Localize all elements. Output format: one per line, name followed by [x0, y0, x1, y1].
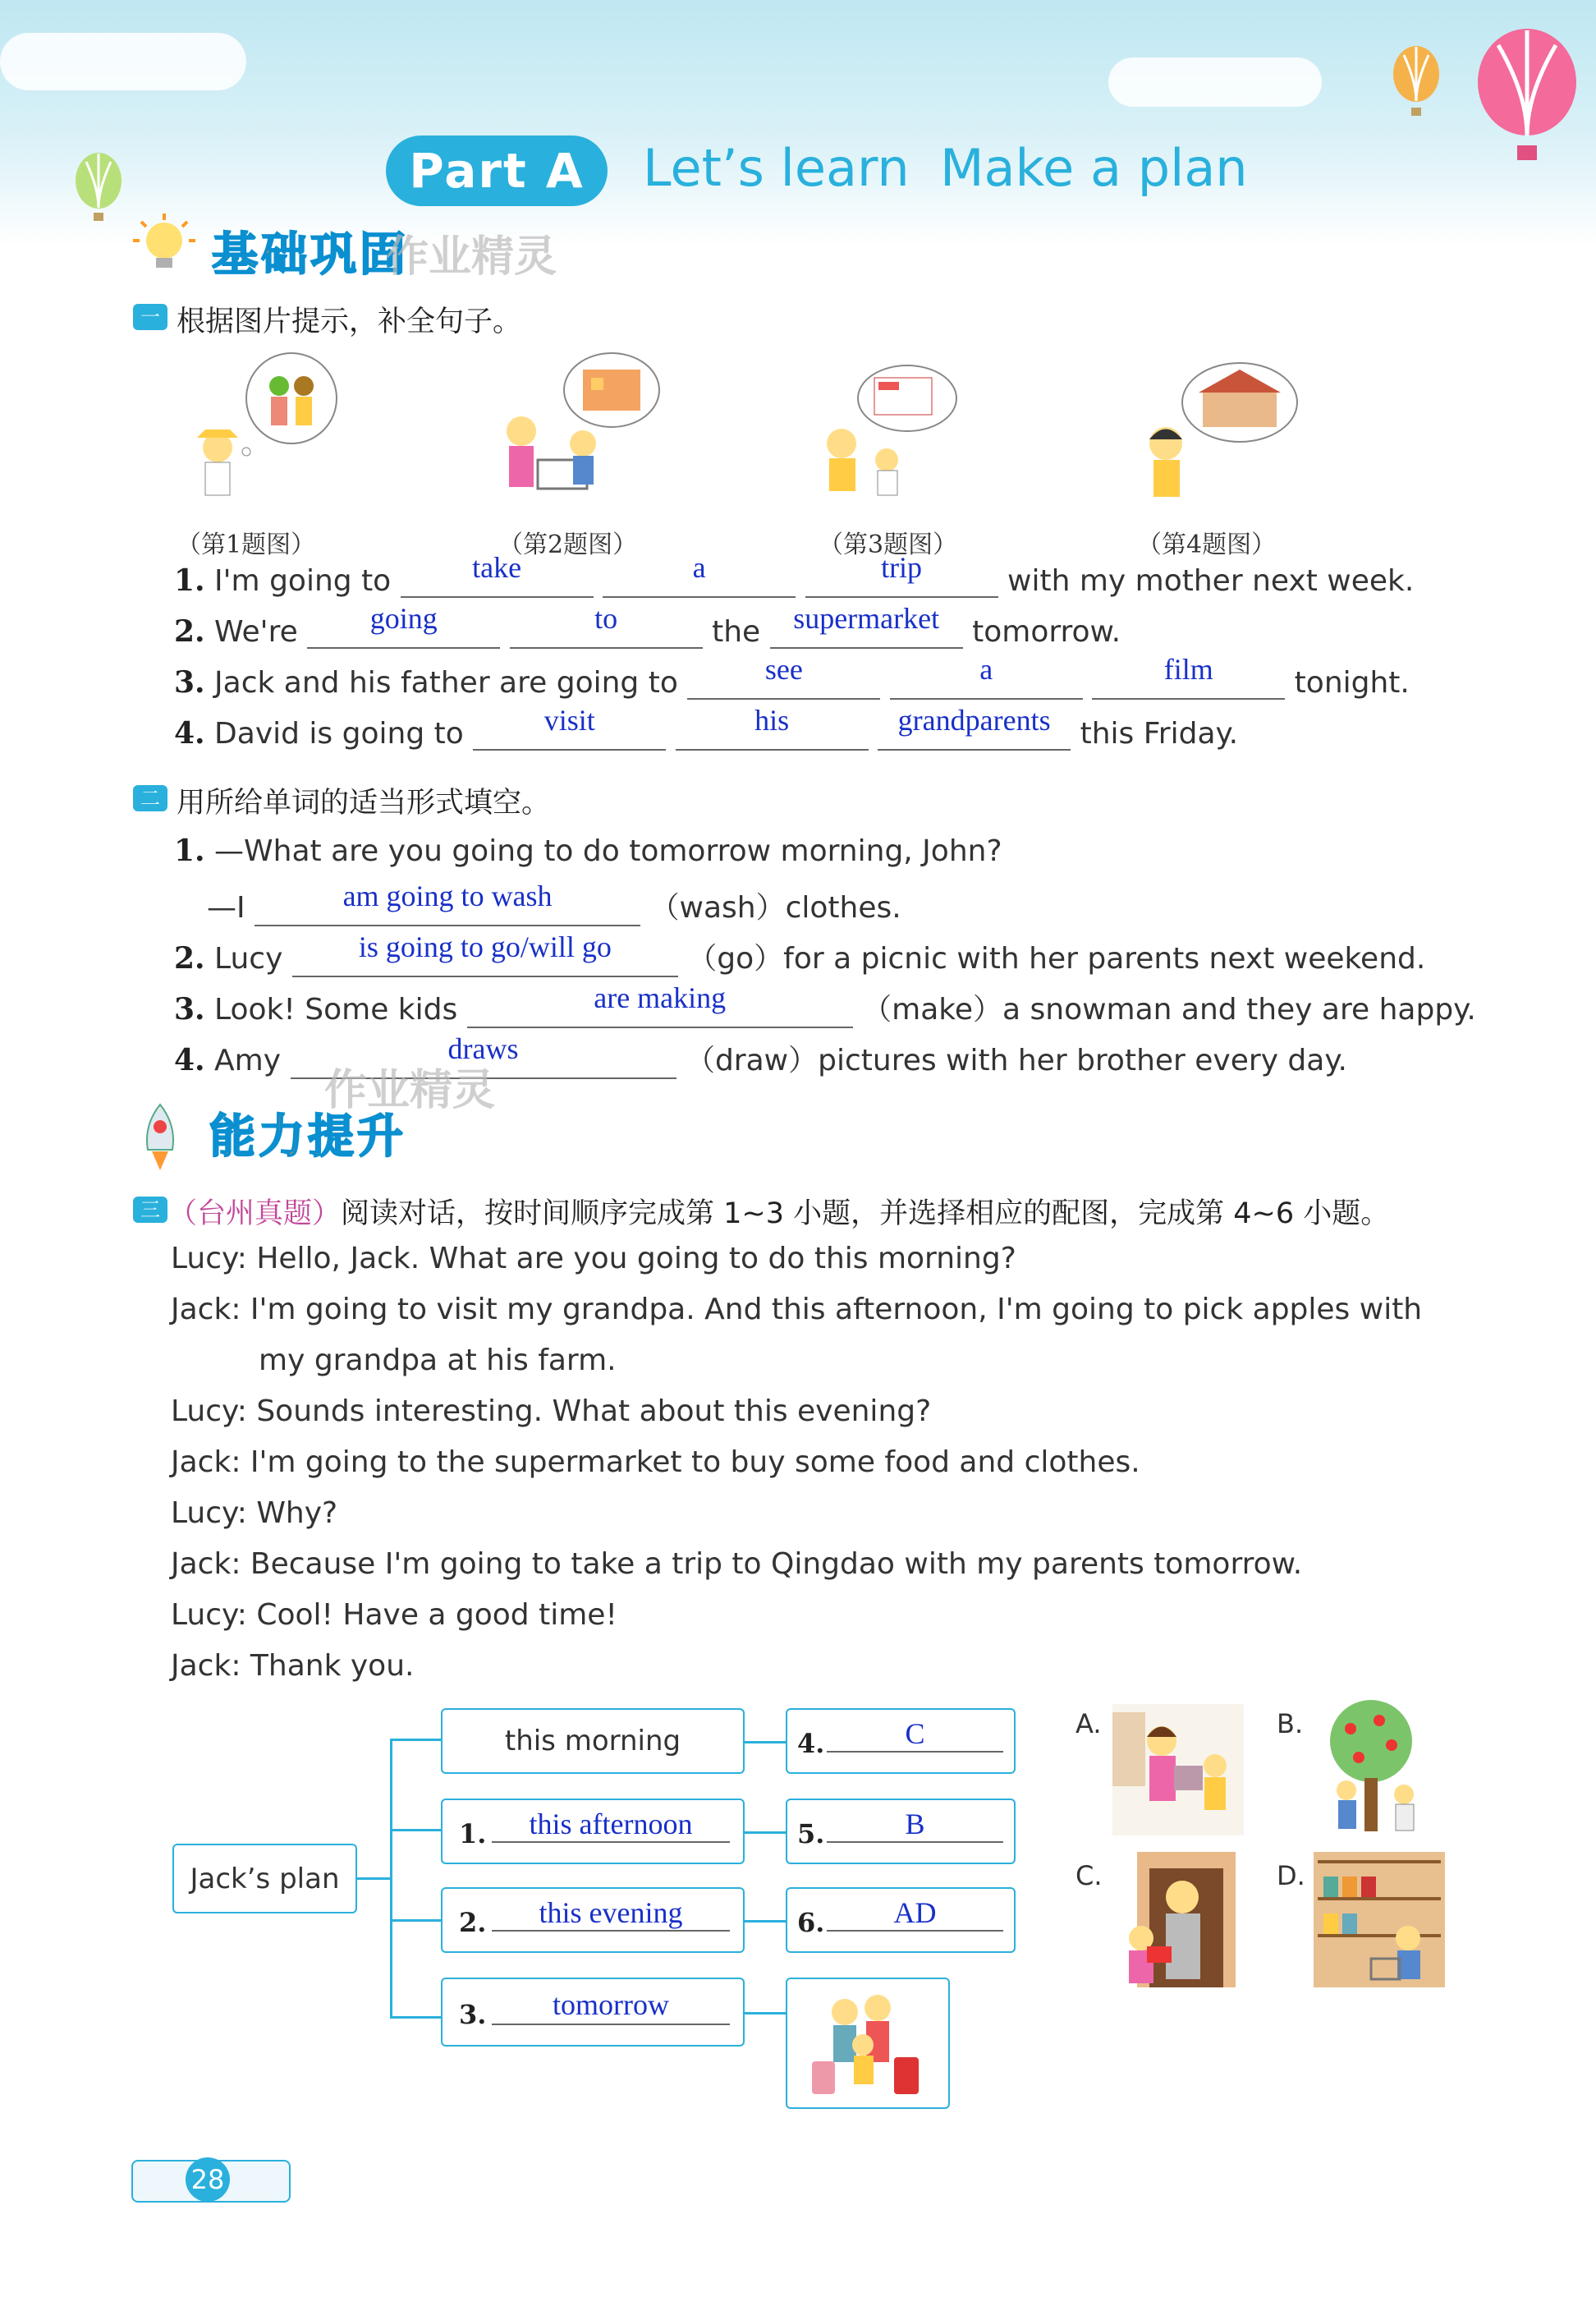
item-number: 3.: [459, 1999, 487, 2030]
answer-blank[interactable]: [1092, 653, 1285, 700]
item-number: 5.: [797, 1818, 825, 1849]
lesson-subtitle: Make a plan: [940, 138, 1248, 198]
illustration-grandparents-icon: [1117, 361, 1305, 513]
picture-caption: （第3题图）: [819, 531, 958, 559]
exercise-item: [174, 834, 1002, 868]
exercise-item: [174, 602, 1121, 649]
answer-blank[interactable]: [687, 653, 880, 700]
mindmap-picture-box: [786, 1799, 1016, 1864]
answer-text: are making: [594, 981, 727, 1014]
answer-text: B: [905, 1808, 925, 1840]
connector-line: [390, 2016, 441, 2019]
instruction-text: 阅读对话，按时间顺序完成第 1~3 小题，并选择相应的配图，完成第 4~6 小题。: [341, 1197, 1390, 1230]
utterance: Thank you.: [250, 1649, 415, 1683]
exercise-instruction: 用所给单词的适当形式填空。: [177, 787, 551, 820]
answer-text: supermarket: [793, 602, 940, 635]
item-number: 6.: [797, 1907, 825, 1938]
answer-blank[interactable]: [401, 551, 594, 598]
option-d-supermarket-icon: [1314, 1852, 1445, 1987]
speaker: Jack:: [171, 1547, 241, 1581]
answer-blank[interactable]: [492, 1930, 730, 1932]
answer-text: C: [905, 1717, 925, 1750]
page-number: 28: [186, 2157, 230, 2202]
speaker: Lucy:: [171, 1496, 247, 1530]
utterance: Cool! Have a good time!: [256, 1598, 617, 1632]
dialogue-line: [171, 1547, 1422, 1598]
item-number: 2.: [174, 614, 205, 649]
sentence-text: Jack and his father are going to: [214, 666, 678, 700]
answer-text: to: [594, 602, 618, 635]
answer-blank[interactable]: [492, 1841, 730, 1843]
watermark: 作业精灵: [324, 1066, 496, 1115]
answer-blank[interactable]: [676, 704, 869, 751]
cloud-decoration: [1108, 57, 1322, 107]
answer-text: a: [692, 551, 706, 584]
answer-blank[interactable]: [467, 981, 853, 1028]
answer-text: am going to wash: [342, 880, 553, 912]
answer-text: trip: [881, 551, 923, 584]
connector-line: [745, 1920, 786, 1923]
item-number: 4.: [174, 1043, 205, 1077]
answer-text: visit: [543, 704, 595, 737]
option-label: C.: [1075, 1860, 1103, 1891]
answer-blank[interactable]: [827, 1751, 1003, 1753]
answer-blank[interactable]: [770, 602, 963, 649]
speaker: Jack:: [171, 1649, 241, 1683]
utterance: Hello, Jack. What are you going to do this morning?: [256, 1242, 1016, 1275]
mindmap-time-box: [441, 1799, 745, 1864]
sentence-text: Look! Some kids: [214, 993, 458, 1027]
option-label: D.: [1277, 1860, 1305, 1891]
mindmap-root: [172, 1844, 357, 1913]
mindmap-time-box: [441, 1708, 745, 1774]
sentence-text: with my mother next week.: [1007, 564, 1415, 598]
speaker: Lucy:: [171, 1394, 247, 1428]
answer-text: going: [369, 602, 438, 635]
illustration-film-icon: [809, 361, 973, 513]
dialogue-line: [171, 1242, 1422, 1293]
family-trip-icon: [787, 1979, 948, 2107]
picture-caption: （第4题图）: [1137, 531, 1277, 559]
item-number: 1.: [174, 834, 205, 868]
item-number: 4.: [797, 1728, 825, 1759]
answer-blank[interactable]: [307, 602, 500, 649]
lesson-title: Let’s learn: [643, 138, 910, 198]
connector-line: [745, 2012, 786, 2014]
dialogue-line: [171, 1445, 1422, 1496]
exercise-item: [174, 653, 1410, 700]
speaker: Jack:: [171, 1445, 241, 1479]
sentence-text: （draw）pictures with her brother every day.: [685, 1044, 1347, 1077]
item-number: 2.: [174, 941, 205, 976]
connector-line: [745, 1741, 786, 1743]
dialogue-line: [171, 1344, 1422, 1394]
picture-caption: （第2题图）: [498, 531, 638, 559]
item-number: 3.: [174, 665, 205, 700]
mindmap-time-box: [441, 1978, 745, 2047]
dialogue: [171, 1242, 1422, 1700]
exercise-instruction: 根据图片提示，补全句子。: [177, 306, 522, 338]
rocket-icon: [135, 1100, 185, 1174]
sentence-text: We're: [214, 615, 298, 649]
answer-blank[interactable]: [890, 653, 1083, 700]
sentence-text: I'm going to: [214, 564, 392, 598]
item-number: 1.: [459, 1818, 487, 1849]
answer-text: this evening: [539, 1896, 683, 1929]
option-b-apple-picking-icon: [1314, 1696, 1429, 1835]
sentence-text: （make）a snowman and they are happy.: [862, 993, 1476, 1027]
exercise-item: [174, 704, 1239, 751]
mindmap-picture-box: [786, 1978, 950, 2109]
utterance: Because I'm going to take a trip to Qingdao with my parents tomorrow.: [250, 1547, 1303, 1581]
answer-blank[interactable]: [255, 880, 640, 926]
exercise-number-icon: 三: [133, 1197, 167, 1223]
item-number: 4.: [174, 716, 205, 751]
answer-text: see: [764, 653, 803, 686]
lightbulb-icon: [131, 212, 197, 278]
dialogue-line: [171, 1649, 1422, 1700]
item-number: 1.: [174, 563, 205, 598]
speaker: Lucy:: [171, 1242, 247, 1275]
mindmap-picture-box: [786, 1887, 1016, 1953]
answer-blank[interactable]: [805, 551, 998, 598]
answer-text: a: [979, 653, 993, 686]
balloon-icon: [1387, 45, 1445, 127]
exercise-item: [174, 981, 1476, 1028]
mindmap-root-label: Jack’s plan: [190, 1862, 340, 1895]
answer-text: grandparents: [897, 704, 1051, 737]
watermark: 作业精灵: [386, 232, 557, 282]
connector-line: [390, 1739, 392, 2018]
sentence-text: David is going to: [214, 717, 464, 751]
exercise-number-icon: 二: [133, 785, 167, 811]
section-heading-advanced: 能力提升: [209, 1110, 406, 1164]
dialogue-line: [171, 1598, 1422, 1649]
utterance: Why?: [256, 1496, 338, 1530]
speaker: Lucy:: [171, 1598, 247, 1632]
exercise-instruction: [168, 1191, 1389, 1232]
sentence-text: —I: [207, 891, 245, 925]
option-a-clothes-shopping-icon: [1112, 1704, 1244, 1835]
source-label: （台州真题）: [168, 1197, 342, 1230]
sentence-text: （wash）clothes.: [649, 891, 901, 925]
item-number: 2.: [459, 1907, 487, 1938]
sentence-text: tomorrow.: [972, 615, 1121, 649]
answer-text: tomorrow: [553, 1988, 669, 2021]
exercise-item: [174, 551, 1415, 598]
connector-line: [390, 1919, 441, 1922]
connector-line: [745, 1831, 786, 1834]
sentence-text: tonight.: [1294, 666, 1410, 700]
dialogue-line: [171, 1496, 1422, 1547]
sentence-text: （go）for a picnic with her parents next weekend.: [687, 942, 1426, 976]
cloud-decoration: [0, 33, 246, 90]
answer-blank[interactable]: [473, 704, 666, 751]
answer-text: his: [754, 704, 790, 737]
answer-blank[interactable]: [510, 602, 703, 649]
answer-blank[interactable]: [492, 2024, 730, 2025]
answer-text: take: [472, 551, 522, 584]
picture-caption: （第1题图）: [177, 531, 316, 559]
sentence-text: the: [712, 615, 761, 649]
dialogue-line: [171, 1293, 1422, 1344]
item-number: 3.: [174, 992, 205, 1027]
section-heading-basic: 基础巩固: [212, 228, 409, 282]
mindmap-picture-box: [786, 1708, 1016, 1774]
mindmap-time-box: [441, 1887, 745, 1953]
option-label: B.: [1277, 1708, 1304, 1739]
utterance: Sounds interesting. What about this evening?: [256, 1394, 932, 1428]
connector-line: [390, 1829, 441, 1831]
header-background: [0, 0, 1596, 246]
connector-line: [390, 1739, 441, 1741]
exercise-number-icon: 一: [133, 304, 167, 330]
balloon-icon: [1470, 29, 1585, 172]
speaker: Jack:: [171, 1293, 241, 1326]
question-text: —What are you going to do tomorrow morning, John?: [214, 834, 1002, 868]
answer-blank[interactable]: [878, 704, 1071, 751]
answer-text: film: [1163, 653, 1213, 686]
answer-text: this afternoon: [529, 1808, 693, 1840]
sentence-text: Amy: [214, 1044, 282, 1077]
connector-line: [357, 1877, 390, 1880]
utterance: I'm going to the supermarket to buy some food and clothes.: [250, 1445, 1140, 1479]
answer-text: AD: [893, 1896, 937, 1929]
answer-blank[interactable]: [827, 1841, 1003, 1843]
balloon-icon: [70, 152, 127, 234]
dialogue-line: [171, 1394, 1422, 1445]
exercise-item: [174, 930, 1426, 977]
answer-blank[interactable]: [292, 930, 678, 977]
answer-blank[interactable]: [603, 551, 796, 598]
utterance: my grandpa at his farm.: [259, 1344, 617, 1377]
exercise-item: [207, 880, 901, 926]
answer-text: is going to go/will go: [358, 930, 612, 963]
option-c-visit-grandpa-icon: [1112, 1852, 1244, 1987]
sentence-text: this Friday.: [1080, 717, 1239, 751]
illustration-trip-icon: [168, 349, 349, 513]
answer-blank[interactable]: [827, 1930, 1003, 1932]
utterance: I'm going to visit my grandpa. And this afternoon, I'm going to pick apples with: [250, 1293, 1423, 1326]
time-label: this morning: [504, 1725, 681, 1757]
sentence-text: Lucy: [214, 942, 283, 976]
option-label: A.: [1075, 1708, 1102, 1739]
answer-text: draws: [447, 1032, 519, 1065]
illustration-supermarket-icon: [488, 349, 669, 513]
part-badge: Part A: [386, 136, 608, 206]
